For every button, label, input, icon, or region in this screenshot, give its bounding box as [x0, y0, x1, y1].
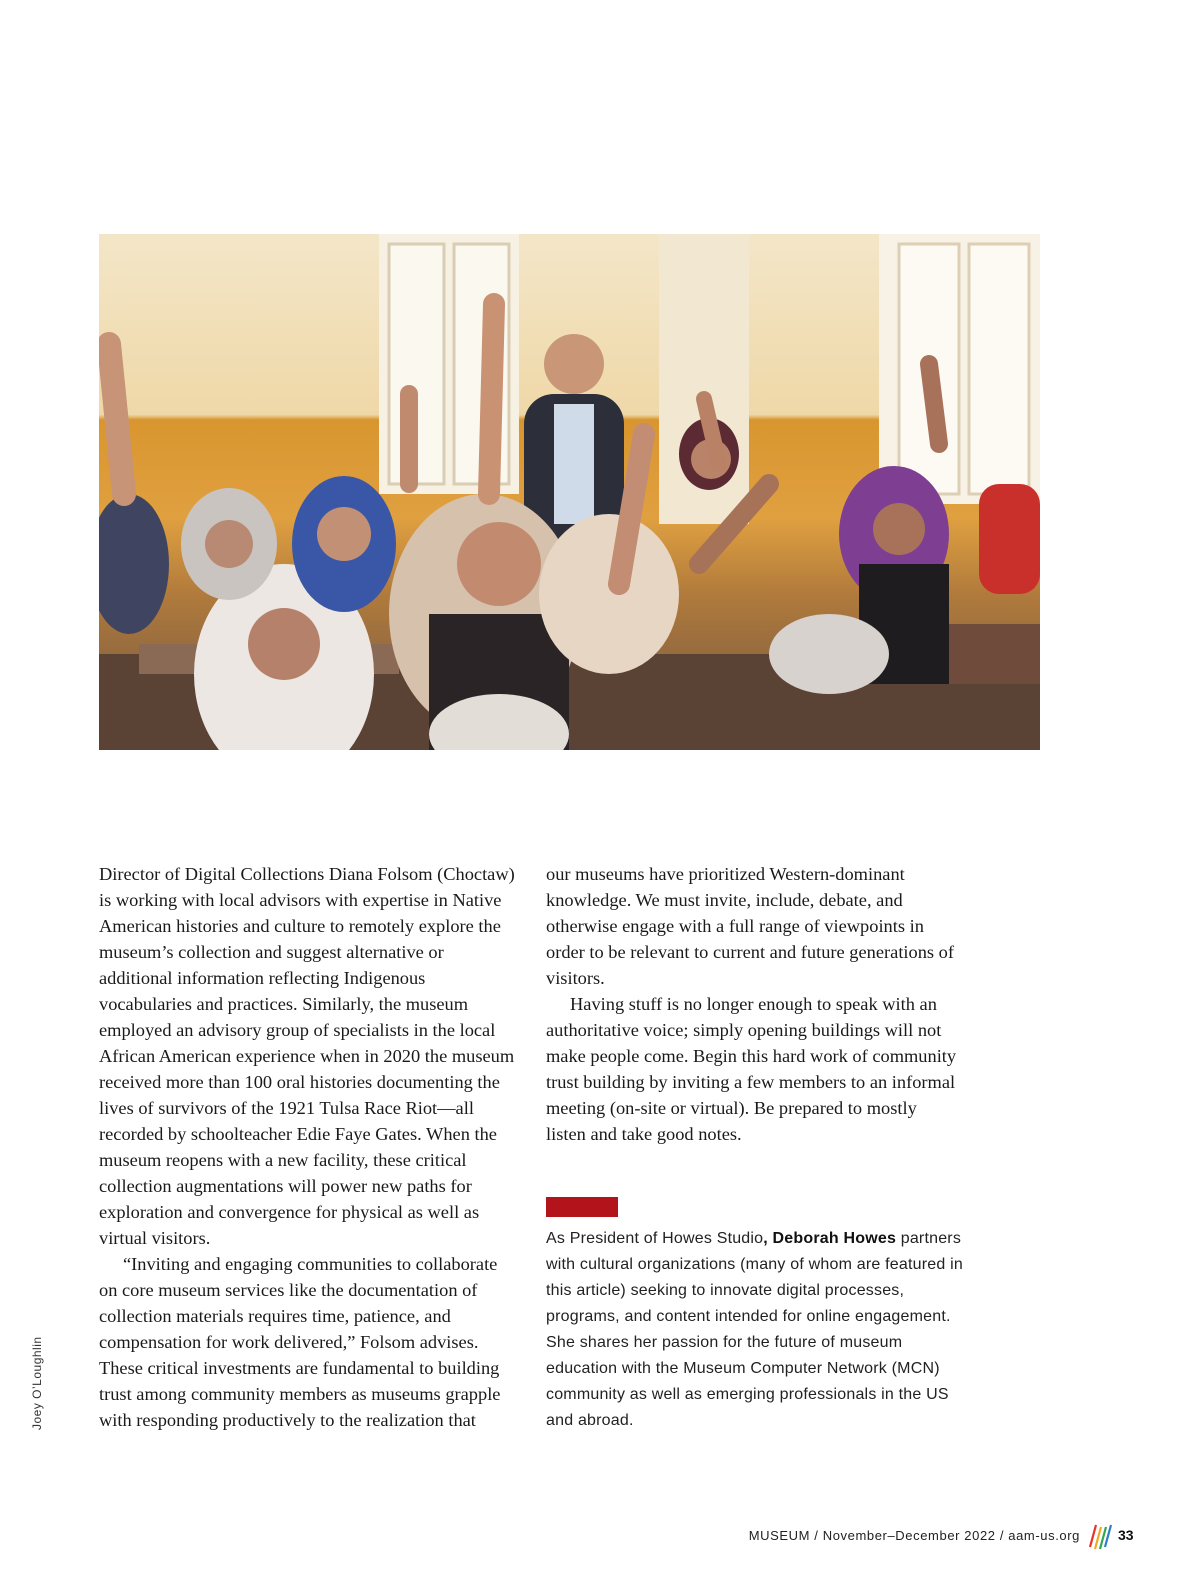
classroom-photo [99, 234, 1040, 750]
left-paragraph-1: Director of Digital Collections Diana Folsom (Choctaw) is working with local advisors with expertise in Native American histories and culture to remotely explore the museum’s collection and suggest alternative or additional information reflecting Indigenous vocabularies and practices. Similarly, the museum employed an advisory group of specialists in the local African American experience when in 2020 the museum received more than 100 oral histories documenting the lives of survivors of the 1921 Tulsa Race Riot—all recorded by schoolteacher Edie Faye Gates. When the museum reopens with a new facility, these critical collection augmentations will power new paths for exploration and convergence for physical as well as virtual visitors. [99, 864, 515, 1248]
right-column [546, 861, 960, 1147]
classroom-illustration [99, 234, 1040, 750]
right-paragraph-1: our museums have prioritized Western-dominant knowledge. We must invite, include, debate, and otherwise engage with a full range of viewpoints in order to be relevant to current and future generations of visitors. [546, 864, 954, 988]
photo-credit: Joey O’Loughlin [30, 1336, 44, 1430]
left-paragraph-2: “Inviting and engaging communities to collaborate on core museum services like the documentation of collection materials requires time, patience, and compensation for work delivered,” Folsom advises. These critical investments are fundamental to building trust among community members as museums grapple with responding productively to the realization that [99, 1254, 501, 1430]
author-bio [546, 1226, 966, 1434]
right-paragraph-2: Having stuff is no longer enough to speak with an authoritative voice; simply opening buildings will not make people come. Begin this hard work of community trust building by inviting a few members to an informal meeting (on-site or virtual). Be prepared to mostly listen and take good notes. [546, 994, 957, 1144]
footer-text: MUSEUM / November–December 2022 / aam-us.org [748, 1528, 1080, 1543]
aam-logo-icon [1086, 1521, 1112, 1551]
bio-accent-bar [546, 1197, 618, 1217]
bio-text: partners with cultural organizations (many of whom are featured in this article) seeking to innovate digital processes, programs, and content intended for online engagement. She shares her passion for the future of museum education with the Museum Computer Network (MCN) community as well as emerging professionals in the US and abroad. [546, 1230, 963, 1429]
bio-lead: As President of Howes Studio [546, 1230, 764, 1247]
left-column [99, 861, 519, 1433]
page-number: 33 [1118, 1527, 1134, 1543]
bio-author-name: , Deborah Howes [763, 1230, 897, 1247]
